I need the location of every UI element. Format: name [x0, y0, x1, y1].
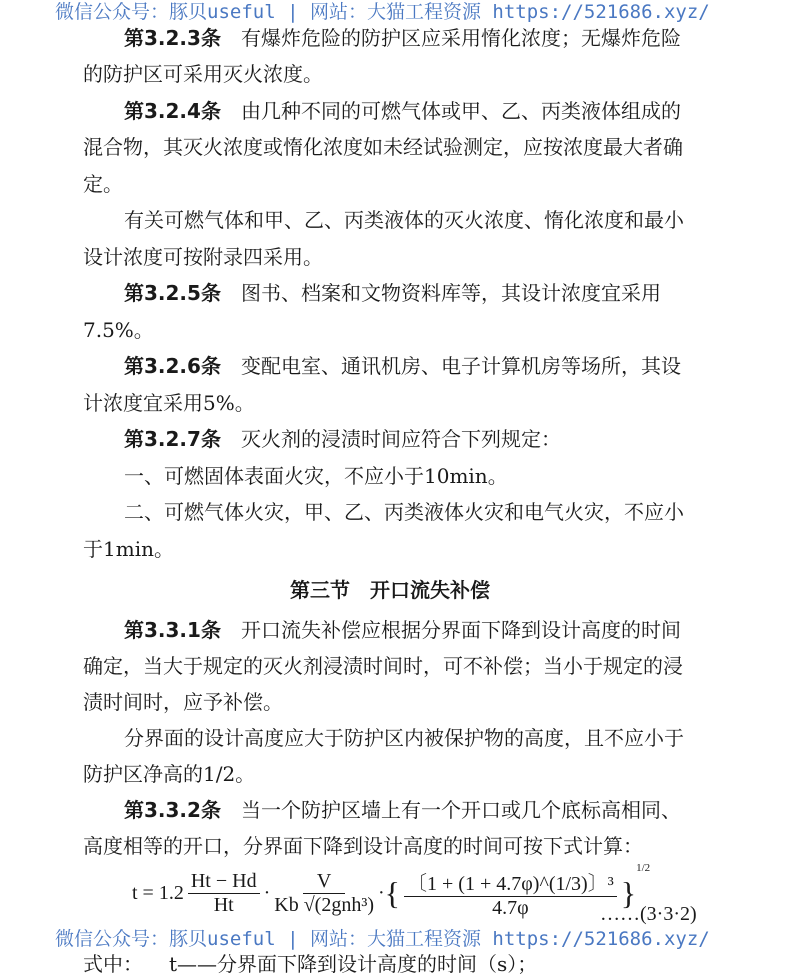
text-line: 设计浓度可按附录四采用。	[83, 245, 323, 269]
text-line: 分界面的设计高度应大于防护区内被保护物的高度，且不应小于	[124, 726, 684, 750]
watermark: 微信公众号：豚贝useful | 网站：大猫工程资源 https://521686.xyz/	[55, 928, 710, 950]
clause-3-2-3: 第3.2.3条 有爆炸危险的防护区应采用惰化浓度；无爆炸危险	[124, 26, 681, 50]
fraction: $\frac{V}{\text{Kb √(2gnh³)}}$	[274, 869, 374, 916]
text-line: 的防护区可采用灭火浓度。	[83, 62, 323, 86]
section-heading: 第三节 开口流失补偿	[290, 578, 490, 602]
text-line: 7.5%。	[83, 318, 154, 342]
text-line: 高度相等的开口，分界面下降到设计高度的时间可按下式计算：	[83, 834, 643, 858]
clause-3-3-1: 第3.3.1条 开口流失补偿应根据分界面下降到设计高度的时间	[124, 618, 681, 642]
list-item: 一、可燃固体表面火灾，不应小于10min。	[124, 464, 508, 488]
clause-3-2-6: 第3.2.6条 变配电室、通讯机房、电子计算机房等场所，其设	[124, 354, 681, 378]
clause-3-2-7: 第3.2.7条 灭火剂的浸渍时间应符合下列规定：	[124, 427, 561, 451]
where-clause: 式中： t——分界面下降到设计高度的时间（s）；	[83, 952, 538, 976]
clause-3-3-2: 第3.3.2条 当一个防护区墙上有一个开口或几个底标高相同、	[124, 798, 681, 822]
clause-3-2-4: 第3.2.4条 由几种不同的可燃气体或甲、乙、丙类液体组成的	[124, 99, 681, 123]
text-line: 有关可燃气体和甲、乙、丙类液体的灭火浓度、惰化浓度和最小	[124, 208, 684, 232]
text-line: 确定，当大于规定的灭火剂浸渍时间时，可不补偿；当小于规定的浸	[83, 654, 683, 678]
fraction: $\frac{\text{〔1 + (1 + 4.7φ)\textasciicircum{}(1/3)〕³}}{4.7\varphi}$	[404, 867, 617, 920]
text-line: 于1min。	[83, 537, 174, 561]
watermark: 微信公众号：豚贝useful | 网站：大猫工程资源 https://521686.xyz/	[55, 1, 710, 23]
text-line: 计浓度宜采用5%。	[83, 391, 255, 415]
fraction: $\frac{Ht - Hd}{Ht}$	[188, 870, 260, 917]
formula-3-3-2: t = 1.2 $\frac{Ht - Hd}{Ht}$ · $\frac{V}{\text{Kb √(2gnh³)}}$ · { $\frac{\text{〔1 + (1 + 4.7φ)\textasciicircum{}(1/3)〕³}}{4.7\varphi}$ } 1/2	[132, 862, 651, 919]
text-line: 定。	[83, 172, 123, 196]
text-line: 渍时间时，应予补偿。	[83, 690, 283, 714]
list-item: 二、可燃气体火灾，甲、乙、丙类液体火灾和电气火灾，不应小	[124, 500, 684, 524]
equation-number: ……(3·3·2)	[600, 903, 697, 925]
clause-3-2-5: 第3.2.5条 图书、档案和文物资料库等，其设计浓度宜采用	[124, 281, 661, 305]
text-line: 混合物，其灭火浓度或惰化浓度如未经试验测定，应按浓度最大者确	[83, 135, 683, 159]
text-line: 防护区净高的1/2。	[83, 762, 256, 786]
